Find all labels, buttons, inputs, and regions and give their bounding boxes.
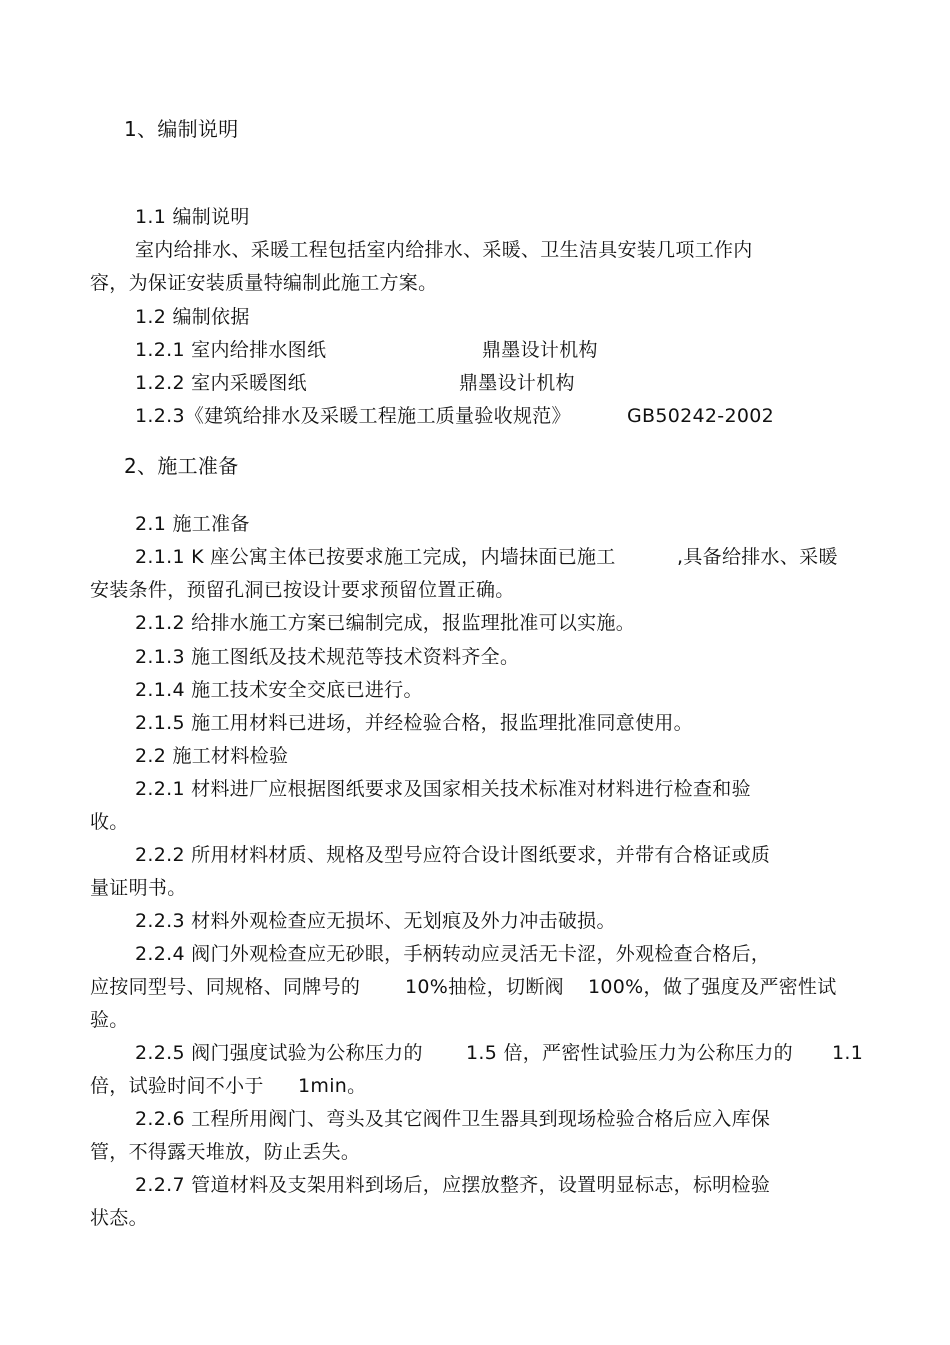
paragraph-2-2-4-line-3: 验。 xyxy=(90,1009,129,1031)
paragraph-2-1-3: 2.1.3 施工图纸及技术规范等技术资料齐全。 xyxy=(135,646,520,668)
paragraph-2-1-1-line-2: 安装条件，预留孔洞已按设计要求预留位置正确。 xyxy=(90,579,515,601)
paragraph-2-2-1-line-1: 2.2.1 材料进厂应根据图纸要求及国家相关技术标准对材料进行检查和验 xyxy=(135,778,751,800)
paragraph-2-2-1-line-2: 收。 xyxy=(90,811,129,833)
paragraph-2-2-5-line-1c: 1.1 xyxy=(832,1042,864,1064)
paragraph-1-1-line-1: 室内给排水、采暖工程包括室内给排水、采暖、卫生洁具安装几项工作内 xyxy=(135,239,753,261)
section-2-title: 2、施工准备 xyxy=(124,454,239,478)
reference-2-org: 鼎墨设计机构 xyxy=(459,372,575,394)
paragraph-2-1-2: 2.1.2 给排水施工方案已编制完成，报监理批准可以实施。 xyxy=(135,612,636,634)
paragraph-2-2-4-line-1: 2.2.4 阀门外观检查应无砂眼，手柄转动应灵活无卡涩，外观检查合格后， xyxy=(135,943,771,965)
paragraph-2-2-3: 2.2.3 材料外观检查应无损坏、无划痕及外力冲击破损。 xyxy=(135,910,616,932)
paragraph-2-2-4-line-2c: 100%，做了强度及严密性试 xyxy=(588,976,837,998)
paragraph-2-2-5-line-1a: 2.2.5 阀门强度试验为公称压力的 xyxy=(135,1042,423,1064)
subsection-1-1-title: 1.1 编制说明 xyxy=(135,206,250,228)
reference-1-label: 1.2.1 室内给排水图纸 xyxy=(135,339,327,361)
paragraph-2-2-4-line-2b: 10%抽检，切断阀 xyxy=(405,976,564,998)
reference-3-label: 1.2.3《建筑给排水及采暖工程施工质量验收规范》 xyxy=(135,405,571,427)
paragraph-2-2-6-line-1: 2.2.6 工程所用阀门、弯头及其它阀件卫生器具到现场检验合格后应入库保 xyxy=(135,1108,771,1130)
section-1-title: 1、编制说明 xyxy=(124,117,239,141)
paragraph-2-1-5: 2.1.5 施工用材料已进场，并经检验合格，报监理批准同意使用。 xyxy=(135,712,693,734)
paragraph-2-2-2-line-2: 量证明书。 xyxy=(90,877,187,899)
subsection-1-2-title: 1.2 编制依据 xyxy=(135,306,250,328)
paragraph-2-2-2-line-1: 2.2.2 所用材料材质、规格及型号应符合设计图纸要求，并带有合格证或质 xyxy=(135,844,771,866)
reference-1-org: 鼎墨设计机构 xyxy=(482,339,598,361)
reference-3-code: GB50242-2002 xyxy=(627,405,775,427)
subsection-2-1-title: 2.1 施工准备 xyxy=(135,513,250,535)
paragraph-2-2-7-line-2: 状态。 xyxy=(90,1207,148,1229)
paragraph-2-2-5-line-2b: 1min。 xyxy=(298,1075,367,1097)
paragraph-2-1-1-line-1b: ,具备给排水、采暖 xyxy=(677,546,838,568)
subsection-2-2-title: 2.2 施工材料检验 xyxy=(135,745,289,767)
paragraph-2-2-6-line-2: 管，不得露天堆放，防止丢失。 xyxy=(90,1141,361,1163)
paragraph-2-2-7-line-1: 2.2.7 管道材料及支架用料到场后，应摆放整齐，设置明显标志，标明检验 xyxy=(135,1174,771,1196)
reference-2-label: 1.2.2 室内采暖图纸 xyxy=(135,372,307,394)
paragraph-2-2-4-line-2a: 应按同型号、同规格、同牌号的 xyxy=(90,976,361,998)
paragraph-1-1-line-2: 容，为保证安装质量特编制此施工方案。 xyxy=(90,272,438,294)
paragraph-2-1-4: 2.1.4 施工技术安全交底已进行。 xyxy=(135,679,423,701)
paragraph-2-1-1-line-1a: 2.1.1 K 座公寓主体已按要求施工完成，内墙抹面已施工 xyxy=(135,546,616,568)
paragraph-2-2-5-line-1b: 1.5 倍，严密性试验压力为公称压力的 xyxy=(466,1042,793,1064)
paragraph-2-2-5-line-2a: 倍，试验时间不小于 xyxy=(90,1075,264,1097)
